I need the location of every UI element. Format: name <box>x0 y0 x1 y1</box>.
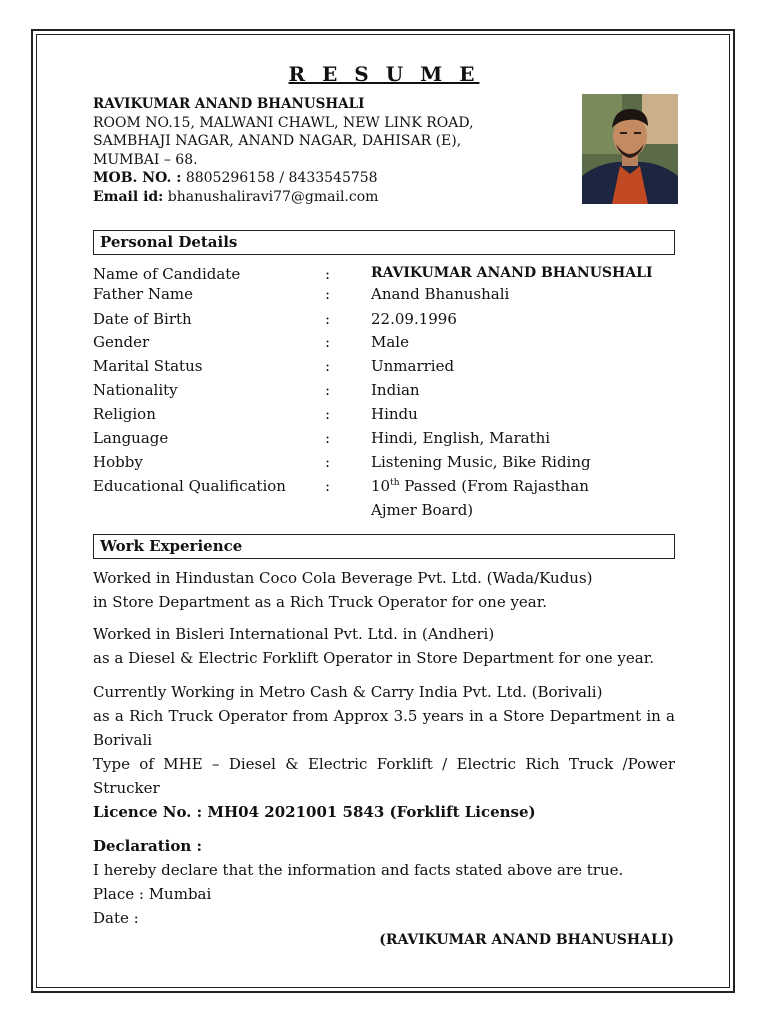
detail-colon: : <box>325 357 331 375</box>
place-line: Place : Mumbai <box>93 885 212 903</box>
detail-value: Anand Bhanushali <box>371 285 510 303</box>
detail-label: Father Name <box>93 285 194 303</box>
email-value: bhanushaliravi77@gmail.com <box>163 188 379 205</box>
detail-colon: : <box>325 310 331 328</box>
candidate-name: RAVIKUMAR ANAND BHANUSHALI <box>93 96 365 112</box>
qualification-ordinal: th <box>390 478 400 488</box>
detail-value <box>371 477 589 495</box>
work-entry <box>93 622 675 670</box>
detail-colon: : <box>325 381 331 399</box>
detail-colon: : <box>325 453 331 471</box>
declaration-text: I hereby declare that the information and facts stated above are true. <box>93 861 624 879</box>
work-line: Worked in Hindustan Coco Cola Beverage Pvt. Ltd. (Wada/Kudus) <box>93 569 593 587</box>
licence-number: Licence No. : MH04 2021001 5843 (Forklift License) <box>93 803 536 821</box>
work-line: Borivali <box>93 731 153 749</box>
detail-value: Listening Music, Bike Riding <box>371 453 591 471</box>
work-line: Worked in Bisleri International Pvt. Ltd. in (Andheri) <box>93 625 495 643</box>
detail-label: Language <box>93 429 169 447</box>
mobile-label: MOB. NO. : <box>93 170 182 187</box>
detail-value: Hindu <box>371 405 418 423</box>
signature-name: (RAVIKUMAR ANAND BHANUSHALI) <box>379 932 674 948</box>
detail-label: Hobby <box>93 453 143 471</box>
address-line: MUMBAI – 68. <box>93 151 198 168</box>
email-label: Email id: <box>93 188 164 205</box>
detail-value: 22.09.1996 <box>371 310 457 328</box>
detail-value-continued: Ajmer Board) <box>371 501 474 519</box>
detail-colon: : <box>325 477 331 495</box>
detail-value: Male <box>371 333 409 351</box>
work-line: in Store Department as a Rich Truck Operator for one year. <box>93 593 548 611</box>
detail-label: Date of Birth <box>93 310 192 328</box>
address-line: SAMBHAJI NAGAR, ANAND NAGAR, DAHISAR (E), <box>93 133 462 150</box>
work-entry <box>93 566 675 614</box>
detail-value: Hindi, English, Marathi <box>371 429 551 447</box>
mhe-type <box>93 752 675 800</box>
work-line: Strucker <box>93 779 160 797</box>
personal-details-heading: Personal Details <box>93 230 675 255</box>
detail-colon: : <box>325 333 331 351</box>
detail-value: RAVIKUMAR ANAND BHANUSHALI <box>371 265 653 281</box>
profile-photo <box>582 94 678 204</box>
email-line <box>93 188 474 207</box>
mobile-line <box>93 169 474 188</box>
resume-title: R E S U M E <box>288 62 480 86</box>
detail-label: Gender <box>93 333 150 351</box>
declaration-heading: Declaration : <box>93 837 203 855</box>
detail-colon: : <box>325 265 331 283</box>
declaration-block <box>93 834 675 930</box>
detail-label: Name of Candidate <box>93 265 241 283</box>
detail-value: Unmarried <box>371 357 455 375</box>
detail-colon: : <box>325 405 331 423</box>
qualification-number: 10 <box>371 477 391 495</box>
detail-label: Nationality <box>93 381 178 399</box>
work-line: Currently Working in Metro Cash & Carry India Pvt. Ltd. (Borivali) <box>93 683 603 701</box>
address-line: ROOM NO.15, MALWANI CHAWL, NEW LINK ROAD, <box>93 114 474 131</box>
date-line: Date : <box>93 909 139 927</box>
work-line: as a Diesel & Electric Forklift Operator in Store Department for one year. <box>93 649 654 667</box>
detail-colon: : <box>325 429 331 447</box>
mobile-value: 8805296158 / 8433545758 <box>181 170 378 187</box>
work-line: as a Rich Truck Operator from Approx 3.5 years in a Store Department in a <box>93 707 675 725</box>
detail-label: Religion <box>93 405 156 423</box>
work-entry <box>93 680 675 752</box>
detail-label: Marital Status <box>93 357 203 375</box>
contact-block <box>93 95 474 207</box>
detail-label: Educational Qualification <box>93 477 286 495</box>
work-line: Type of MHE – Diesel & Electric Forklift / Electric Rich Truck /Power <box>93 755 675 773</box>
work-experience-heading: Work Experience <box>93 534 675 559</box>
qualification-text: Passed (From Rajasthan <box>399 477 589 495</box>
detail-colon: : <box>325 285 331 303</box>
detail-value: Indian <box>371 381 420 399</box>
